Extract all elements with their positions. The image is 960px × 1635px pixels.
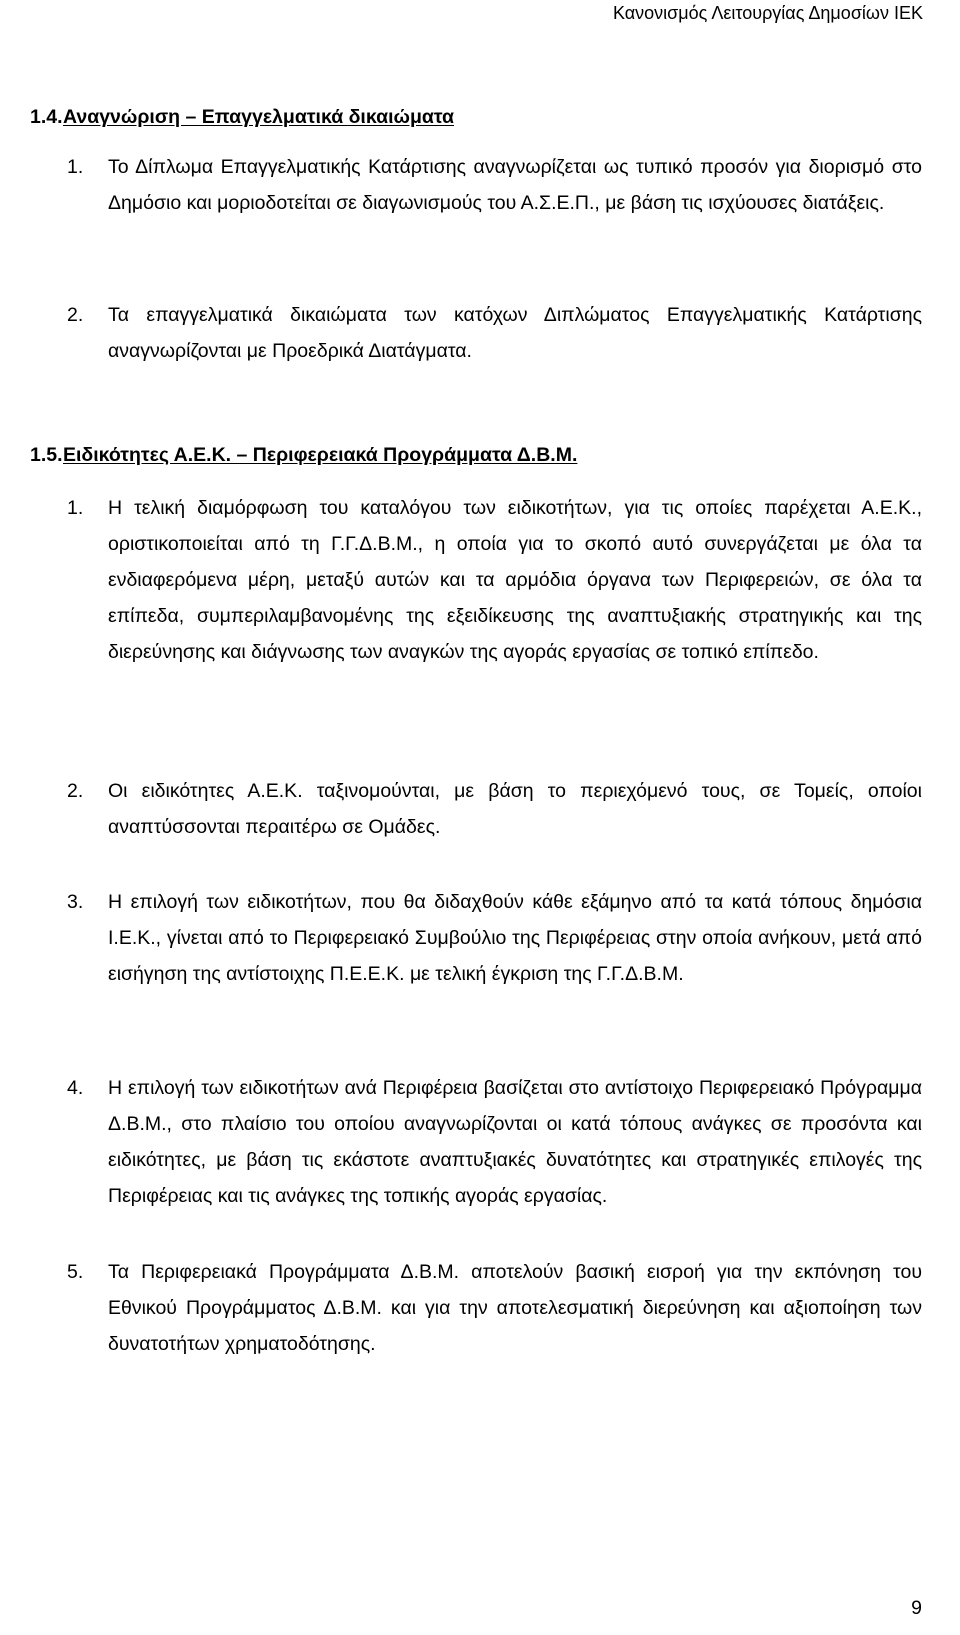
item-text: Το Δίπλωμα Επαγγελματικής Κατάρτισης αναγνωρίζεται ως τυπικό προσόν για διορισμό στο Δημόσιο και μοριοδοτείται σε διαγωνισμούς του Α.Σ.Ε.Π., με βάση τις ισχύουσες διατάξεις. xyxy=(108,156,922,214)
list-item xyxy=(67,490,922,670)
list-item xyxy=(67,297,922,369)
item-number: 3. xyxy=(67,891,84,913)
item-text: Η επιλογή των ειδικοτήτων, που θα διδαχθούν κάθε εξάμηνο από τα κατά τόπους δημόσια Ι.Ε.Κ., γίνεται από το Περιφερειακό Συμβούλιο της Περιφέρειας στην οποία ανήκουν, μετά από εισήγηση της αντίστοιχης Π.Ε.Ε.Κ. με τελική έγκριση της Γ.Γ.Δ.Β.Μ. xyxy=(108,891,922,985)
item-number: 5. xyxy=(67,1261,84,1283)
section-number: 1.4. xyxy=(30,106,63,128)
page-number: 9 xyxy=(911,1597,922,1619)
item-number: 1. xyxy=(67,156,84,178)
section-number: 1.5. xyxy=(30,444,63,466)
item-text: Η επιλογή των ειδικοτήτων ανά Περιφέρεια βασίζεται στο αντίστοιχο Περιφερειακό Πρόγραμμα Δ.Β.Μ., στο πλαίσιο του οποίου αναγνωρίζονται οι κατά τόπους ανάγκες σε προσόντα και ειδικότητες, με βάση τις εκάστοτε αναπτυξιακές δυνατότητες και στρατηγικές επιλογές της Περιφέρειας και τις ανάγκες της τοπικής αγοράς εργασίας. xyxy=(108,1077,922,1207)
section-title: Ειδικότητες Α.Ε.Κ. – Περιφερειακά Προγράμματα Δ.Β.Μ. xyxy=(63,444,578,466)
item-number: 1. xyxy=(67,497,84,519)
page-header-title: Κανονισμός Λειτουργίας Δημοσίων ΙΕΚ xyxy=(612,3,923,23)
list-item xyxy=(67,1070,922,1214)
section-title: Αναγνώριση – Επαγγελματικά δικαιώματα xyxy=(63,106,455,128)
section-heading-1-4 xyxy=(30,104,454,130)
list-item xyxy=(67,884,922,992)
list-item xyxy=(67,773,922,845)
list-item xyxy=(67,1254,922,1362)
section-heading-1-5 xyxy=(30,442,577,468)
item-number: 4. xyxy=(67,1077,84,1099)
list-item xyxy=(67,149,922,221)
item-number: 2. xyxy=(67,304,84,326)
item-text: Τα επαγγελματικά δικαιώματα των κατόχων Διπλώματος Επαγγελματικής Κατάρτισης αναγνωρίζονται με Προεδρικά Διατάγματα. xyxy=(108,304,922,362)
item-text: Οι ειδικότητες Α.Ε.Κ. ταξινομούνται, με βάση το περιεχόμενό τους, σε Τομείς, οποίοι αναπτύσσονται περαιτέρω σε Ομάδες. xyxy=(108,780,922,838)
item-text: Η τελική διαμόρφωση του καταλόγου των ειδικοτήτων, για τις οποίες παρέχεται Α.Ε.Κ., οριστικοποιείται από τη Γ.Γ.Δ.Β.Μ., η οποία για το σκοπό αυτό συνεργάζεται με όλα τα ενδιαφερόμενα μέρη, μεταξύ αυτών και τα αρμόδια όργανα των Περιφερειών, σε όλα τα επίπεδα, συμπεριλαμβανομένης της εξειδίκευσης της αναπτυξιακής στρατηγικής και της διερεύνησης και διάγνωσης των αναγκών της αγοράς εργασίας σε τοπικό επίπεδο. xyxy=(108,497,922,663)
item-number: 2. xyxy=(67,780,84,802)
item-text: Τα Περιφερειακά Προγράμματα Δ.Β.Μ. αποτελούν βασική εισροή για την εκπόνηση του Εθνικού Προγράμματος Δ.Β.Μ. και για την αποτελεσματική διερεύνηση και αξιοποίηση των δυνατοτήτων χρηματοδότησης. xyxy=(108,1261,922,1355)
